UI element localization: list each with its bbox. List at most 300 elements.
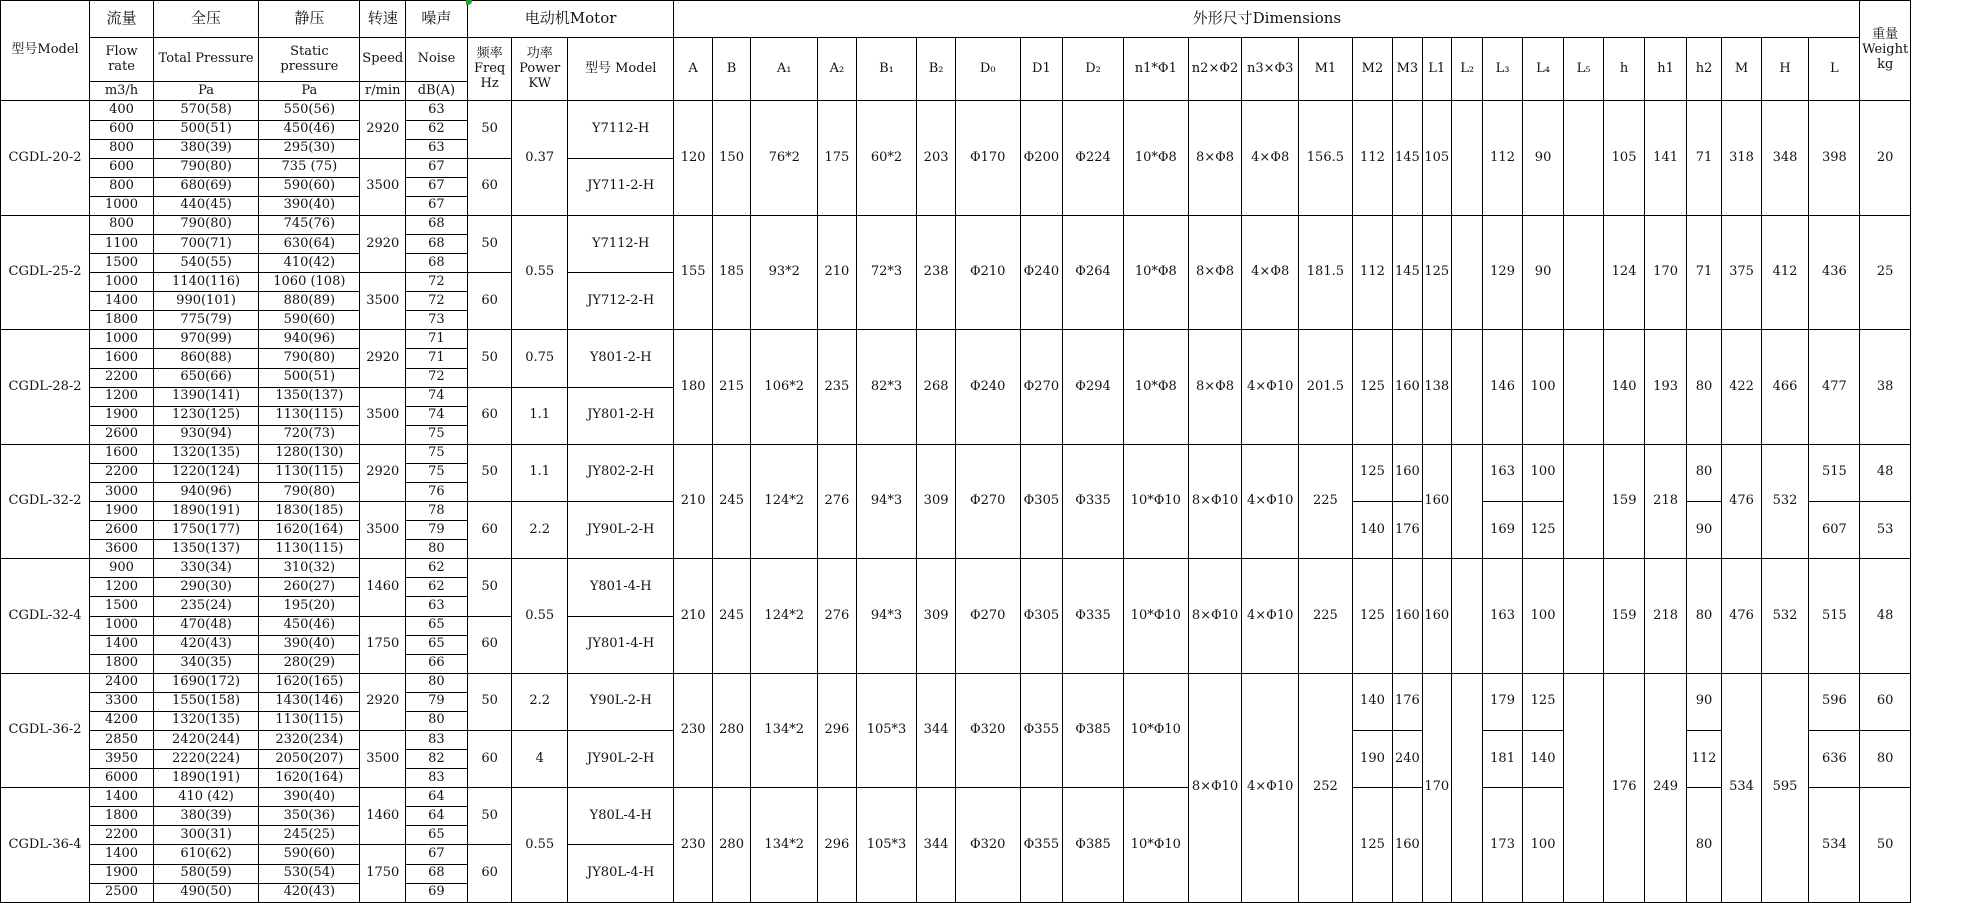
speed-cell: 1750: [360, 616, 406, 673]
speed-cell: 3500: [360, 387, 406, 444]
dim-B1: 94*3: [856, 444, 917, 558]
dim-n3: 4×Φ8: [1242, 215, 1299, 329]
dim-D1: Φ355: [1020, 673, 1063, 787]
total-pressure-cell: 650(66): [153, 368, 258, 387]
dim-A1: 124*2: [751, 559, 818, 673]
weight-cell: 80: [1860, 731, 1911, 788]
dim-L5: [1564, 559, 1603, 673]
noise-cell: 80: [406, 711, 468, 730]
dim-H: 595: [1761, 673, 1809, 902]
dim-n1: 10*Φ10: [1123, 673, 1188, 787]
total-pressure-cell: 1140(116): [153, 273, 258, 292]
dim-h2: 112: [1686, 731, 1721, 788]
dim-header: D₀: [955, 38, 1020, 101]
flow-cell: 600: [90, 158, 154, 177]
weight-cell: 50: [1860, 788, 1911, 903]
dim-A2: 276: [818, 559, 856, 673]
dim-L5: [1564, 215, 1603, 329]
dim-D2: Φ294: [1063, 330, 1124, 444]
dim-B2: 344: [917, 673, 955, 787]
dim-M1: 252: [1299, 673, 1353, 902]
dim-M: 476: [1722, 559, 1761, 673]
unit-flow: m3/h: [90, 82, 154, 101]
total-pressure-cell: 540(55): [153, 254, 258, 273]
weight-cell: 60: [1860, 673, 1911, 730]
col-header-static-en: Static pressure: [259, 38, 360, 82]
dim-A: 120: [674, 101, 712, 215]
dim-L3: 112: [1483, 101, 1522, 215]
total-pressure-cell: 775(79): [153, 311, 258, 330]
dim-n1: 10*Φ8: [1123, 215, 1188, 329]
dim-header: n2×Φ2: [1188, 38, 1242, 101]
dim-A1: 93*2: [751, 215, 818, 329]
noise-cell: 75: [406, 425, 468, 444]
dim-D0: Φ270: [955, 444, 1020, 558]
total-pressure-cell: 440(45): [153, 196, 258, 215]
dim-B1: 82*3: [856, 330, 917, 444]
power-cell: 0.75: [512, 330, 568, 387]
dim-A2: 296: [818, 673, 856, 787]
dim-M3: 176: [1393, 502, 1422, 559]
weight-cell: 48: [1860, 444, 1911, 501]
freq-cell: 50: [467, 215, 512, 272]
dim-D2: Φ335: [1063, 444, 1124, 558]
dim-L2: [1451, 559, 1482, 673]
dim-n2: 8×Φ8: [1188, 101, 1242, 215]
dim-n3: 4×Φ10: [1242, 330, 1299, 444]
power-cell: 0.55: [512, 788, 568, 903]
total-pressure-cell: 570(58): [153, 101, 258, 120]
dim-A: 230: [674, 788, 712, 903]
dim-h: 140: [1603, 330, 1645, 444]
dim-h: 176: [1603, 673, 1645, 902]
motor-model-cell: JY90L-2-H: [568, 731, 674, 788]
speed-cell: 3500: [360, 273, 406, 330]
dim-n3: 4×Φ10: [1242, 559, 1299, 673]
dim-L3: 163: [1483, 559, 1522, 673]
total-pressure-cell: 1890(191): [153, 769, 258, 788]
flow-cell: 1000: [90, 196, 154, 215]
dim-A1: 76*2: [751, 101, 818, 215]
static-pressure-cell: 790(80): [259, 482, 360, 501]
dim-D1: Φ200: [1020, 101, 1063, 215]
dim-M3: 160: [1393, 444, 1422, 501]
dim-A: 210: [674, 559, 712, 673]
dim-L: 596: [1809, 673, 1860, 730]
dim-L1: 125: [1422, 215, 1451, 329]
power-cell: 4: [512, 731, 568, 788]
dim-L5: [1564, 330, 1603, 444]
static-pressure-cell: 260(27): [259, 578, 360, 597]
dim-L: 636: [1809, 731, 1860, 788]
noise-cell: 76: [406, 482, 468, 501]
total-pressure-cell: 340(35): [153, 654, 258, 673]
dim-M1: 181.5: [1299, 215, 1353, 329]
noise-cell: 80: [406, 540, 468, 559]
total-pressure-cell: 490(50): [153, 883, 258, 902]
dim-header: A₁: [751, 38, 818, 101]
dim-n1: 10*Φ10: [1123, 788, 1188, 903]
dim-M3: 240: [1393, 731, 1422, 788]
power-cell: 2.2: [512, 502, 568, 559]
freq-cell: 60: [467, 387, 512, 444]
static-pressure-cell: 1130(115): [259, 540, 360, 559]
freq-cell: 50: [467, 444, 512, 501]
dim-D1: Φ270: [1020, 330, 1063, 444]
dim-A: 155: [674, 215, 712, 329]
flow-cell: 4200: [90, 711, 154, 730]
dim-M3: 160: [1393, 330, 1422, 444]
dim-h1: 170: [1645, 215, 1687, 329]
dim-L3: 169: [1483, 502, 1522, 559]
flow-cell: 3600: [90, 540, 154, 559]
noise-cell: 62: [406, 120, 468, 139]
dim-B: 245: [712, 444, 750, 558]
dim-h: 159: [1603, 444, 1645, 558]
dim-A1: 134*2: [751, 788, 818, 903]
noise-cell: 73: [406, 311, 468, 330]
power-cell: 0.55: [512, 559, 568, 673]
static-pressure-cell: 1130(115): [259, 406, 360, 425]
dim-L3: 173: [1483, 788, 1522, 903]
total-pressure-cell: 470(48): [153, 616, 258, 635]
dim-h1: 249: [1645, 673, 1687, 902]
dim-header: H: [1761, 38, 1809, 101]
dim-L2: [1451, 673, 1482, 902]
motor-model-cell: Y801-4-H: [568, 559, 674, 616]
dim-L4: 125: [1522, 502, 1564, 559]
noise-cell: 65: [406, 635, 468, 654]
total-pressure-cell: 330(34): [153, 559, 258, 578]
dim-header: L₄: [1522, 38, 1564, 101]
static-pressure-cell: 350(36): [259, 807, 360, 826]
flow-cell: 1200: [90, 578, 154, 597]
noise-cell: 75: [406, 444, 468, 463]
flow-cell: 1400: [90, 788, 154, 807]
static-pressure-cell: 410(42): [259, 254, 360, 273]
total-pressure-cell: 380(39): [153, 807, 258, 826]
dim-header: D1: [1020, 38, 1063, 101]
dim-A2: 210: [818, 215, 856, 329]
noise-cell: 74: [406, 387, 468, 406]
motor-model-cell: JY802-2-H: [568, 444, 674, 501]
freq-cell: 60: [467, 731, 512, 788]
dim-M2: 125: [1352, 444, 1393, 501]
dim-D2: Φ224: [1063, 101, 1124, 215]
noise-cell: 67: [406, 845, 468, 864]
model-cell: CGDL-36-2: [1, 673, 90, 787]
dim-D2: Φ264: [1063, 215, 1124, 329]
dim-M3: 145: [1393, 101, 1422, 215]
dim-L: 515: [1809, 444, 1860, 501]
freq-cell: 60: [467, 158, 512, 215]
dim-header: M3: [1393, 38, 1422, 101]
noise-cell: 65: [406, 826, 468, 845]
dim-L4: 100: [1522, 559, 1564, 673]
dim-A1: 124*2: [751, 444, 818, 558]
col-header-motor: 电动机Motor: [467, 1, 674, 38]
dim-h1: 218: [1645, 559, 1687, 673]
power-cell: 1.1: [512, 444, 568, 501]
dim-header: B₂: [917, 38, 955, 101]
static-pressure-cell: 1620(164): [259, 769, 360, 788]
static-pressure-cell: 390(40): [259, 196, 360, 215]
dim-D1: Φ240: [1020, 215, 1063, 329]
freq-cell: 50: [467, 788, 512, 845]
dim-B1: 105*3: [856, 788, 917, 903]
dim-L: 534: [1809, 788, 1860, 903]
dim-M3: 160: [1393, 559, 1422, 673]
dim-M2: 112: [1352, 101, 1393, 215]
dim-L3: 179: [1483, 673, 1522, 730]
dim-D1: Φ305: [1020, 444, 1063, 558]
static-pressure-cell: 590(60): [259, 845, 360, 864]
motor-model-cell: JY80L-4-H: [568, 845, 674, 903]
total-pressure-cell: 580(59): [153, 864, 258, 883]
noise-cell: 79: [406, 692, 468, 711]
motor-model-cell: Y90L-2-H: [568, 673, 674, 730]
static-pressure-cell: 420(43): [259, 883, 360, 902]
flow-cell: 1900: [90, 406, 154, 425]
dim-H: 412: [1761, 215, 1809, 329]
speed-cell: 1460: [360, 788, 406, 845]
static-pressure-cell: 590(60): [259, 177, 360, 196]
col-header-total-en: Total Pressure: [153, 38, 258, 82]
dim-header: h: [1603, 38, 1645, 101]
total-pressure-cell: 1690(172): [153, 673, 258, 692]
flow-cell: 1600: [90, 444, 154, 463]
dim-header: n1*Φ1: [1123, 38, 1188, 101]
noise-cell: 68: [406, 215, 468, 234]
flow-cell: 1500: [90, 254, 154, 273]
col-header-noise-zh: 噪声: [406, 1, 468, 38]
flow-cell: 2400: [90, 673, 154, 692]
dim-L3: 163: [1483, 444, 1522, 501]
noise-cell: 83: [406, 731, 468, 750]
motor-model-cell: JY90L-2-H: [568, 502, 674, 559]
flow-cell: 1000: [90, 330, 154, 349]
col-header-flow-en: Flow rate: [90, 38, 154, 82]
flow-cell: 6000: [90, 769, 154, 788]
static-pressure-cell: 450(46): [259, 616, 360, 635]
dim-header: L₂: [1451, 38, 1482, 101]
noise-cell: 79: [406, 521, 468, 540]
static-pressure-cell: 2320(234): [259, 731, 360, 750]
dim-L3: 181: [1483, 731, 1522, 788]
col-header-total-zh: 全压: [153, 1, 258, 38]
noise-cell: 67: [406, 177, 468, 196]
speed-cell: 3500: [360, 502, 406, 559]
weight-cell: 25: [1860, 215, 1911, 329]
model-cell: CGDL-28-2: [1, 330, 90, 444]
speed-cell: 2920: [360, 444, 406, 501]
motor-model-cell: JY801-2-H: [568, 387, 674, 444]
dim-L4: 140: [1522, 731, 1564, 788]
flow-cell: 800: [90, 139, 154, 158]
total-pressure-cell: 235(24): [153, 597, 258, 616]
dim-L2: [1451, 101, 1482, 215]
weight-cell: 48: [1860, 559, 1911, 673]
dim-M2: 125: [1352, 330, 1393, 444]
speed-cell: 2920: [360, 673, 406, 730]
static-pressure-cell: 940(96): [259, 330, 360, 349]
dim-H: 532: [1761, 559, 1809, 673]
static-pressure-cell: 1130(115): [259, 463, 360, 482]
noise-cell: 62: [406, 559, 468, 578]
motor-model-cell: JY711-2-H: [568, 158, 674, 215]
total-pressure-cell: 940(96): [153, 482, 258, 501]
speed-cell: 2920: [360, 101, 406, 158]
flow-cell: 900: [90, 559, 154, 578]
dim-L1: 105: [1422, 101, 1451, 215]
dim-n1: 10*Φ10: [1123, 559, 1188, 673]
total-pressure-cell: 680(69): [153, 177, 258, 196]
dim-L2: [1451, 330, 1482, 444]
dim-H: 466: [1761, 330, 1809, 444]
noise-cell: 67: [406, 158, 468, 177]
freq-cell: 50: [467, 559, 512, 616]
total-pressure-cell: 300(31): [153, 826, 258, 845]
noise-cell: 72: [406, 292, 468, 311]
static-pressure-cell: 390(40): [259, 635, 360, 654]
model-cell: CGDL-36-4: [1, 788, 90, 903]
dim-M: 476: [1722, 444, 1761, 558]
flow-cell: 2200: [90, 826, 154, 845]
total-pressure-cell: 990(101): [153, 292, 258, 311]
dim-M2: 112: [1352, 215, 1393, 329]
noise-cell: 69: [406, 883, 468, 902]
noise-cell: 68: [406, 234, 468, 253]
flow-cell: 1000: [90, 273, 154, 292]
noise-cell: 64: [406, 807, 468, 826]
total-pressure-cell: 2420(244): [153, 731, 258, 750]
dim-n3: 4×Φ8: [1242, 101, 1299, 215]
dim-L2: [1451, 215, 1482, 329]
noise-cell: 66: [406, 654, 468, 673]
dim-L2: [1451, 444, 1482, 558]
dim-L3: 146: [1483, 330, 1522, 444]
dim-h: 105: [1603, 101, 1645, 215]
dim-M1: 225: [1299, 559, 1353, 673]
motor-model-cell: Y801-2-H: [568, 330, 674, 387]
freq-cell: 50: [467, 330, 512, 387]
noise-cell: 68: [406, 254, 468, 273]
dim-L4: 100: [1522, 788, 1564, 903]
dim-B: 280: [712, 673, 750, 787]
dim-L1: 160: [1422, 559, 1451, 673]
dim-L4: 100: [1522, 330, 1564, 444]
dim-A: 210: [674, 444, 712, 558]
dim-D2: Φ335: [1063, 559, 1124, 673]
dim-header: h1: [1645, 38, 1687, 101]
static-pressure-cell: 720(73): [259, 425, 360, 444]
total-pressure-cell: 700(71): [153, 234, 258, 253]
col-header-noise-en: Noise: [406, 38, 468, 82]
weight-cell: 20: [1860, 101, 1911, 215]
dim-M: 422: [1722, 330, 1761, 444]
noise-cell: 63: [406, 597, 468, 616]
total-pressure-cell: 790(80): [153, 158, 258, 177]
flow-cell: 3000: [90, 482, 154, 501]
dim-header: A: [674, 38, 712, 101]
flow-cell: 1400: [90, 635, 154, 654]
dim-L5: [1564, 444, 1603, 558]
dim-header: A₂: [818, 38, 856, 101]
noise-cell: 72: [406, 273, 468, 292]
flow-cell: 1400: [90, 845, 154, 864]
total-pressure-cell: 1220(124): [153, 463, 258, 482]
flow-cell: 3950: [90, 750, 154, 769]
motor-model-cell: JY712-2-H: [568, 273, 674, 330]
freq-cell: 60: [467, 273, 512, 330]
dim-B1: 72*3: [856, 215, 917, 329]
weight-cell: 53: [1860, 502, 1911, 559]
dim-B: 245: [712, 559, 750, 673]
col-header-motor-model: 型号 Model: [568, 38, 674, 101]
total-pressure-cell: 860(88): [153, 349, 258, 368]
static-pressure-cell: 245(25): [259, 826, 360, 845]
static-pressure-cell: 590(60): [259, 311, 360, 330]
freq-cell: 50: [467, 673, 512, 730]
dim-B1: 105*3: [856, 673, 917, 787]
col-header-weight: 重量 Weight kg: [1860, 1, 1911, 101]
noise-cell: 80: [406, 673, 468, 692]
model-cell: CGDL-25-2: [1, 215, 90, 329]
dim-n2: 8×Φ10: [1188, 559, 1242, 673]
static-pressure-cell: 1430(146): [259, 692, 360, 711]
noise-cell: 72: [406, 368, 468, 387]
speed-cell: 3500: [360, 731, 406, 788]
dim-L: 607: [1809, 502, 1860, 559]
noise-cell: 62: [406, 578, 468, 597]
noise-cell: 67: [406, 196, 468, 215]
dim-L: 398: [1809, 101, 1860, 215]
static-pressure-cell: 1620(165): [259, 673, 360, 692]
total-pressure-cell: 1750(177): [153, 521, 258, 540]
dim-B2: 268: [917, 330, 955, 444]
noise-cell: 68: [406, 864, 468, 883]
dim-D1: Φ355: [1020, 788, 1063, 903]
static-pressure-cell: 450(46): [259, 120, 360, 139]
noise-cell: 78: [406, 502, 468, 521]
flow-cell: 1200: [90, 387, 154, 406]
total-pressure-cell: 970(99): [153, 330, 258, 349]
static-pressure-cell: 745(76): [259, 215, 360, 234]
dim-h2: 80: [1686, 559, 1721, 673]
flow-cell: 1900: [90, 502, 154, 521]
static-pressure-cell: 735 (75): [259, 158, 360, 177]
total-pressure-cell: 2220(224): [153, 750, 258, 769]
motor-model-cell: Y7112-H: [568, 215, 674, 272]
dim-h: 124: [1603, 215, 1645, 329]
dim-h1: 193: [1645, 330, 1687, 444]
static-pressure-cell: 500(51): [259, 368, 360, 387]
total-pressure-cell: 1390(141): [153, 387, 258, 406]
dim-M2: 140: [1352, 502, 1393, 559]
unit-noise: dB(A): [406, 82, 468, 101]
dim-header: L₃: [1483, 38, 1522, 101]
dim-M3: 176: [1393, 673, 1422, 730]
flow-cell: 1400: [90, 292, 154, 311]
weight-cell: 38: [1860, 330, 1911, 444]
dim-header: M2: [1352, 38, 1393, 101]
dim-B2: 344: [917, 788, 955, 903]
noise-cell: 71: [406, 330, 468, 349]
dim-L: 477: [1809, 330, 1860, 444]
dim-H: 532: [1761, 444, 1809, 558]
flow-cell: 800: [90, 177, 154, 196]
dim-A: 230: [674, 673, 712, 787]
